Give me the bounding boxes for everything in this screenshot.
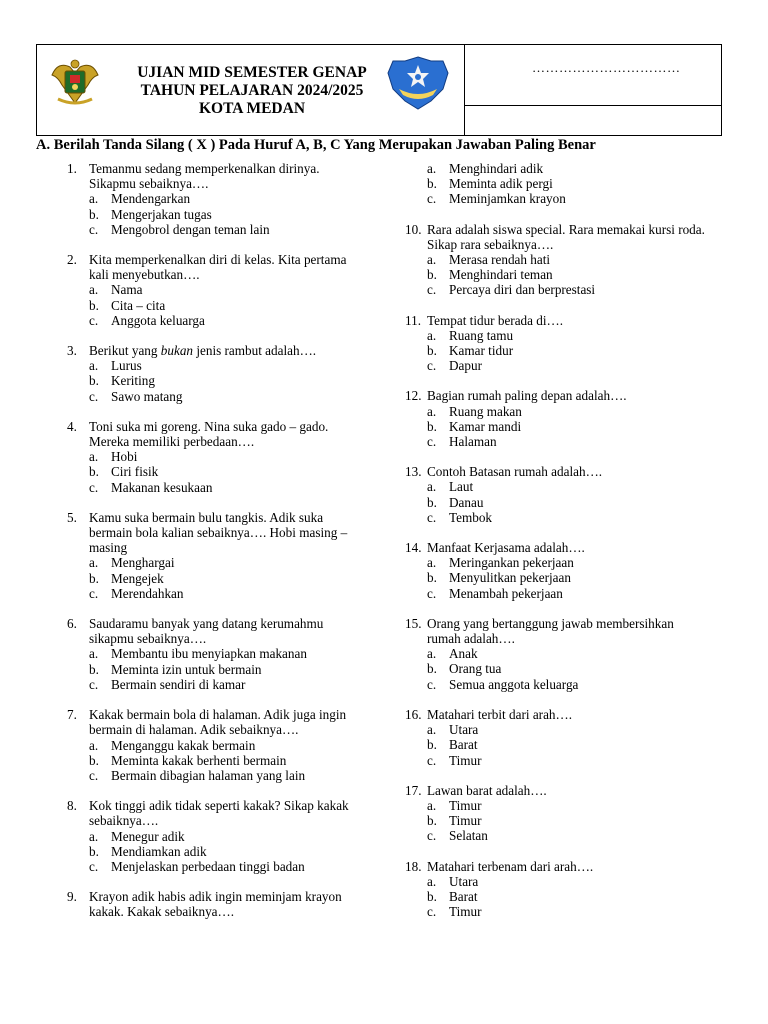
option-c xyxy=(405,753,705,768)
option-a xyxy=(405,555,705,570)
option-letter: a. xyxy=(89,358,99,374)
option-a xyxy=(405,646,705,661)
option-text: Kamar mandi xyxy=(449,418,522,434)
question-6 xyxy=(67,616,367,692)
question-number: 1. xyxy=(67,161,77,176)
option-text: Nama xyxy=(111,282,143,298)
option-text: Membantu ibu menyiapkan makanan xyxy=(111,646,307,662)
option-text: Utara xyxy=(449,722,479,738)
question-text: Contoh Batasan rumah adalah…. xyxy=(427,464,603,480)
option-c xyxy=(67,222,367,237)
header-name-line xyxy=(464,105,721,106)
option-letter: c. xyxy=(427,585,437,601)
option-c xyxy=(67,768,367,783)
question-9-options xyxy=(405,161,705,207)
option-text: Meringankan pekerjaan xyxy=(449,555,574,571)
option-text: Tembok xyxy=(449,509,493,525)
option-b xyxy=(67,373,367,388)
option-c xyxy=(67,586,367,601)
option-letter: a. xyxy=(427,161,437,176)
option-text: Merasa rendah hati xyxy=(449,252,551,268)
option-text: Dapur xyxy=(449,358,482,374)
option-text: Hobi xyxy=(111,449,138,465)
question-number: 13. xyxy=(405,464,422,480)
question-number: 7. xyxy=(67,707,77,723)
option-c xyxy=(405,191,705,206)
option-text: Timur xyxy=(449,797,482,813)
question-18 xyxy=(405,859,705,920)
option-a xyxy=(405,161,705,176)
option-letter: a. xyxy=(427,722,437,738)
question-2 xyxy=(67,252,367,328)
option-letter: b. xyxy=(427,737,437,753)
option-letter: c. xyxy=(427,509,437,525)
option-letter: c. xyxy=(89,388,99,404)
option-letter: b. xyxy=(427,813,437,829)
option-text: Mengejek xyxy=(111,570,164,586)
option-letter: a. xyxy=(427,479,437,495)
option-text: Timur xyxy=(449,904,482,920)
option-c xyxy=(405,434,705,449)
option-text: Makanan kesukaan xyxy=(111,479,213,495)
option-b xyxy=(405,267,705,282)
option-b xyxy=(405,889,705,904)
option-text: Ruang tamu xyxy=(449,327,514,343)
question-text: Temanmu sedang memperkenalkan dirinya. Sikapmu sebaiknya…. xyxy=(89,161,320,192)
question-text-part: jenis rambut adalah…. xyxy=(193,343,317,359)
question-7 xyxy=(67,707,367,783)
option-letter: b. xyxy=(427,661,437,677)
question-13 xyxy=(405,464,705,525)
option-c xyxy=(405,358,705,373)
option-letter: a. xyxy=(89,449,99,465)
garuda-emblem-icon xyxy=(48,55,102,109)
option-text: Keriting xyxy=(111,373,155,389)
question-9 xyxy=(67,889,367,919)
option-a xyxy=(67,646,367,661)
option-b xyxy=(405,570,705,585)
option-letter: c. xyxy=(89,479,99,495)
option-letter: c. xyxy=(427,904,437,920)
question-number: 15. xyxy=(405,615,422,631)
option-text: Semua anggota keluarga xyxy=(449,676,579,692)
option-text: Bermain dibagian halaman yang lain xyxy=(111,767,306,783)
question-5 xyxy=(67,510,367,601)
option-text: Halaman xyxy=(449,434,497,450)
option-c xyxy=(405,282,705,297)
option-letter: b. xyxy=(89,843,99,859)
option-text: Sawo matang xyxy=(111,388,183,404)
question-text: Orang yang bertanggung jawab membersihkan rumah adalah…. xyxy=(427,615,674,647)
option-letter: c. xyxy=(89,767,99,783)
question-8 xyxy=(67,798,367,874)
option-b xyxy=(405,495,705,510)
option-b xyxy=(67,753,367,768)
option-text: Kamar tidur xyxy=(449,343,514,359)
name-field-dots: …………………………… xyxy=(532,60,681,75)
question-number: 12. xyxy=(405,388,422,404)
option-text: Percaya diri dan berprestasi xyxy=(449,282,596,298)
option-a xyxy=(405,874,705,889)
option-text: Menghindari adik xyxy=(449,161,544,176)
option-letter: c. xyxy=(89,221,99,237)
option-text: Menegur adik xyxy=(111,828,185,844)
option-letter: a. xyxy=(427,252,437,268)
option-letter: b. xyxy=(89,661,99,677)
option-text: Timur xyxy=(449,752,482,768)
section-a-heading: A. Berilah Tanda Silang ( X ) Pada Huruf A, B, C Yang Merupakan Jawaban Paling Benar xyxy=(36,137,596,153)
option-b xyxy=(405,813,705,828)
option-text: Anak xyxy=(449,646,478,662)
option-letter: c. xyxy=(427,828,437,844)
option-c xyxy=(405,828,705,843)
option-c xyxy=(405,510,705,525)
option-b xyxy=(67,298,367,313)
option-a xyxy=(405,798,705,813)
question-number: 10. xyxy=(405,221,422,237)
question-3 xyxy=(67,343,367,404)
question-text: Kamu suka bermain bulu tangkis. Adik suka bermain bola kalian sebaiknya…. Hobi masing – masing xyxy=(89,509,348,556)
option-text: Selatan xyxy=(449,828,488,844)
option-letter: b. xyxy=(427,267,437,283)
option-c xyxy=(67,313,367,328)
option-b xyxy=(405,737,705,752)
option-text: Laut xyxy=(449,479,474,495)
option-text: Barat xyxy=(449,737,478,753)
option-letter: a. xyxy=(89,737,99,753)
question-number: 9. xyxy=(67,889,77,905)
option-b xyxy=(405,419,705,434)
option-letter: a. xyxy=(89,555,99,571)
question-number: 4. xyxy=(67,418,77,434)
option-b xyxy=(405,343,705,358)
option-letter: a. xyxy=(89,282,99,298)
option-text: Lurus xyxy=(111,358,142,374)
option-letter: c. xyxy=(89,676,99,692)
option-b xyxy=(67,207,367,222)
option-a xyxy=(67,358,367,373)
question-15 xyxy=(405,616,705,692)
option-text: Mendengarkan xyxy=(111,191,191,207)
question-number: 3. xyxy=(67,343,77,359)
question-text: Kakak bermain bola di halaman. Adik juga ingin bermain di halaman. Adik sebaiknya…. xyxy=(89,707,347,738)
option-b xyxy=(67,662,367,677)
option-letter: c. xyxy=(89,858,99,874)
option-letter: b. xyxy=(427,418,437,434)
option-text: Danau xyxy=(449,494,484,510)
option-letter: c. xyxy=(427,752,437,768)
question-10 xyxy=(405,222,705,298)
question-1 xyxy=(67,161,367,237)
option-c xyxy=(405,677,705,692)
option-letter: b. xyxy=(427,176,437,192)
option-text: Anggota keluarga xyxy=(111,312,205,328)
option-a xyxy=(67,829,367,844)
option-a xyxy=(405,404,705,419)
option-c xyxy=(67,859,367,874)
option-a xyxy=(405,722,705,737)
option-a xyxy=(67,555,367,570)
option-letter: a. xyxy=(89,828,99,844)
option-letter: c. xyxy=(427,676,437,692)
question-number: 18. xyxy=(405,858,422,874)
option-letter: a. xyxy=(427,403,437,419)
option-letter: b. xyxy=(427,494,437,510)
question-17 xyxy=(405,783,705,844)
question-text xyxy=(89,343,367,358)
option-text: Meminta kakak berhenti bermain xyxy=(111,752,287,768)
option-text: Utara xyxy=(449,873,479,889)
option-text: Orang tua xyxy=(449,661,502,677)
option-c xyxy=(67,389,367,404)
option-text: Menjelaskan perbedaan tinggi badan xyxy=(111,858,305,874)
questions-right-column xyxy=(405,161,705,934)
question-14 xyxy=(405,540,705,601)
question-number: 8. xyxy=(67,798,77,814)
option-letter: a. xyxy=(89,191,99,207)
option-text: Barat xyxy=(449,888,478,904)
option-text: Menghargai xyxy=(111,555,175,571)
option-letter: c. xyxy=(89,312,99,328)
option-letter: b. xyxy=(89,206,99,222)
option-text: Merendahkan xyxy=(111,585,184,601)
option-text: Menghindari teman xyxy=(449,267,553,283)
option-b xyxy=(405,176,705,191)
option-letter: a. xyxy=(427,797,437,813)
option-a xyxy=(405,328,705,343)
option-text: Ruang makan xyxy=(449,403,522,419)
option-letter: c. xyxy=(427,434,437,450)
option-a xyxy=(67,738,367,753)
question-text-emphasis: bukan xyxy=(160,343,194,359)
question-text: Toni suka mi goreng. Nina suka gado – gado. Mereka memiliki perbedaan…. xyxy=(89,418,329,450)
question-11 xyxy=(405,313,705,374)
question-number: 2. xyxy=(67,252,77,268)
header-divider xyxy=(464,45,465,135)
question-text-part: Berikut yang xyxy=(89,343,161,359)
option-letter: c. xyxy=(89,585,99,601)
option-letter: b. xyxy=(427,570,437,586)
question-number: 11. xyxy=(405,312,421,328)
option-c xyxy=(405,904,705,919)
question-16 xyxy=(405,707,705,768)
questions-left-column xyxy=(67,161,367,935)
option-text: Meminta izin untuk bermain xyxy=(111,661,262,677)
question-4 xyxy=(67,419,367,495)
question-number: 5. xyxy=(67,509,77,525)
question-text: Bagian rumah paling depan adalah…. xyxy=(427,388,627,404)
option-text: Menyulitkan pekerjaan xyxy=(449,570,571,586)
question-12 xyxy=(405,388,705,449)
option-letter: c. xyxy=(427,282,437,298)
question-text: Matahari terbit dari arah…. xyxy=(427,706,572,722)
option-letter: c. xyxy=(427,191,437,207)
option-c xyxy=(67,677,367,692)
question-text: Tempat tidur berada di…. xyxy=(427,312,564,328)
option-text: Cita – cita xyxy=(111,297,166,313)
question-text: Krayon adik habis adik ingin meminjam krayon kakak. Kakak sebaiknya…. xyxy=(89,889,342,920)
option-letter: a. xyxy=(427,555,437,571)
option-text: Meminta adik pergi xyxy=(449,176,553,192)
question-number: 6. xyxy=(67,616,77,632)
option-letter: a. xyxy=(427,646,437,662)
exam-title-line2: TAHUN PELAJARAN 2024/2025 xyxy=(140,82,364,99)
question-text: Manfaat Kerjasama adalah…. xyxy=(427,540,585,556)
option-letter: a. xyxy=(427,873,437,889)
option-a xyxy=(67,282,367,297)
option-letter: a. xyxy=(89,646,99,662)
option-b xyxy=(67,464,367,479)
option-a xyxy=(405,479,705,494)
exam-title xyxy=(102,64,402,118)
option-text: Mendiamkan adik xyxy=(111,843,207,859)
option-c xyxy=(405,586,705,601)
option-b xyxy=(67,571,367,586)
option-letter: b. xyxy=(89,752,99,768)
option-text: Meminjamkan krayon xyxy=(449,191,566,207)
option-text: Mengobrol dengan teman lain xyxy=(111,221,270,237)
question-text: Kok tinggi adik tidak seperti kakak? Sikap kakak sebaiknya…. xyxy=(89,798,349,829)
option-text: Mengerjakan tugas xyxy=(111,206,212,222)
option-text: Timur xyxy=(449,813,482,829)
question-text: Matahari terbenam dari arah…. xyxy=(427,858,594,874)
exam-title-line3: KOTA MEDAN xyxy=(198,100,306,117)
question-number: 16. xyxy=(405,706,422,722)
option-text: Menganggu kakak bermain xyxy=(111,737,256,753)
question-number: 14. xyxy=(405,540,422,556)
option-letter: b. xyxy=(89,373,99,389)
question-text: Kita memperkenalkan diri di kelas. Kita pertama kali menyebutkan…. xyxy=(89,252,347,283)
option-letter: a. xyxy=(427,327,437,343)
question-number: 17. xyxy=(405,782,422,798)
option-a xyxy=(67,191,367,206)
option-letter: b. xyxy=(427,888,437,904)
option-text: Ciri fisik xyxy=(111,464,159,480)
option-letter: b. xyxy=(89,570,99,586)
question-text: Rara adalah siswa special. Rara memakai kursi roda. Sikap rara sebaiknya…. xyxy=(427,221,705,252)
option-text: Bermain sendiri di kamar xyxy=(111,676,246,692)
option-letter: b. xyxy=(89,464,99,480)
exam-title-line1: UJIAN MID SEMESTER GENAP xyxy=(137,64,367,81)
option-letter: c. xyxy=(427,358,437,374)
option-text: Menambah pekerjaan xyxy=(449,585,563,601)
option-c xyxy=(67,480,367,495)
question-text: Saudaramu banyak yang datang kerumahmu sikapmu sebaiknya…. xyxy=(89,616,324,647)
option-letter: b. xyxy=(427,343,437,359)
option-a xyxy=(67,449,367,464)
option-a xyxy=(405,252,705,267)
option-b xyxy=(67,844,367,859)
option-b xyxy=(405,661,705,676)
question-text: Lawan barat adalah…. xyxy=(427,782,547,798)
option-letter: b. xyxy=(89,297,99,313)
